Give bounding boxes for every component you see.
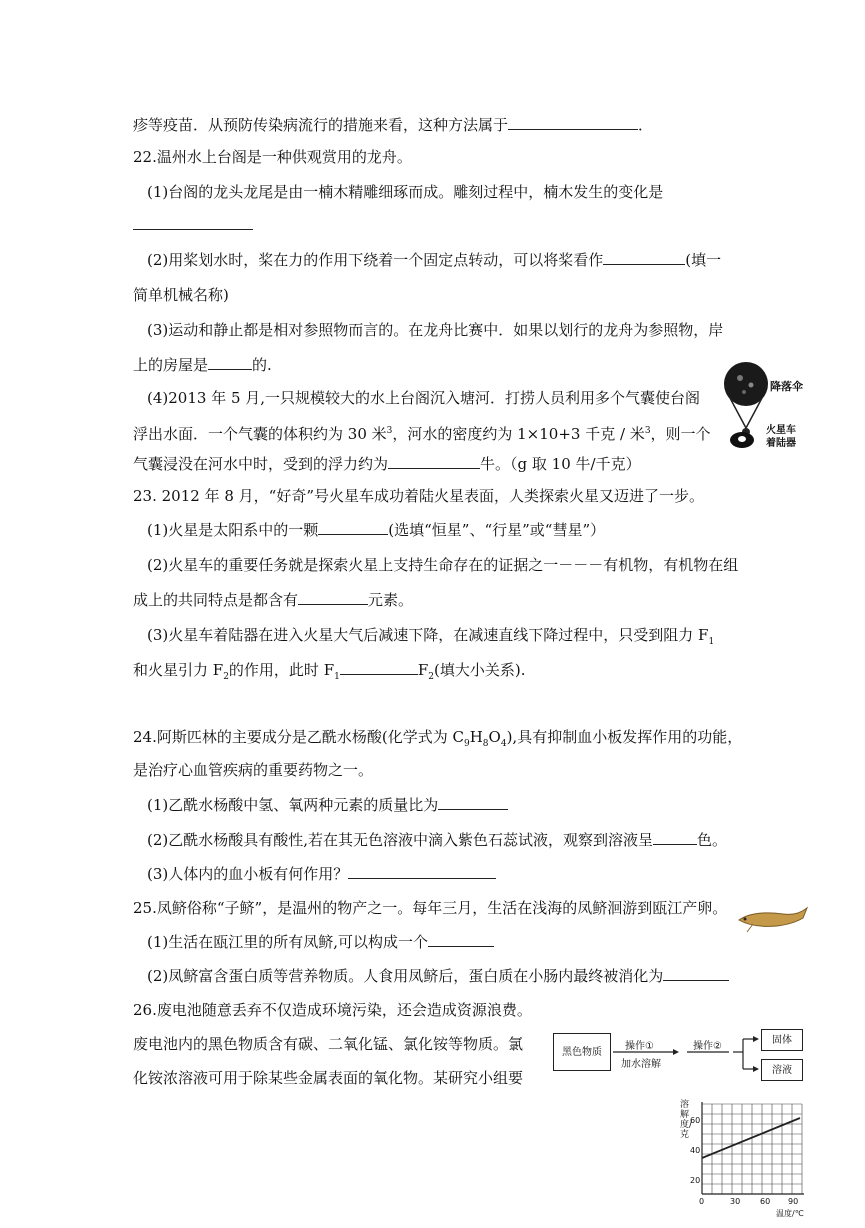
- q26-stem: 26.废电池随意丢弃不仅造成环境污染，还会造成资源浪费。: [133, 1001, 532, 1019]
- q23-part2-cont: 成上的共同特点是都含有 元素。: [133, 591, 414, 609]
- graph-xtick-0: 0: [699, 1197, 705, 1206]
- q23-stem: 23. 2012 年 8 月，“好奇”号火星车成功着陆火星表面，人类探索火星又迈进了一步。: [133, 487, 704, 505]
- answer-blank[interactable]: [438, 795, 508, 810]
- op2-label: 操作②: [693, 1041, 722, 1052]
- parachute-label: 降落伞: [770, 380, 803, 393]
- q22-part1-blank-line: [133, 215, 253, 235]
- q23-part1: (1)火星是太阳系中的一颗 (选填“恒星”、“行星”或“彗星”）: [147, 521, 606, 539]
- q23-part3-cont: 和火星引力 $F_2$的作用，此时 $F_1$ $F_2$(填大小关系).: [133, 661, 526, 682]
- op1-label: 操作①: [625, 1041, 654, 1052]
- answer-blank[interactable]: [653, 830, 697, 845]
- q24-part2: (2)乙酰水杨酸具有酸性,若在其无色溶液中滴入紫色石蕊试液，观察到溶液呈 色。: [147, 831, 728, 849]
- answer-blank[interactable]: [208, 355, 252, 370]
- answer-blank[interactable]: [388, 454, 480, 469]
- solid-box: 固体: [761, 1029, 803, 1051]
- graph-y-label: 溶解度/克: [680, 1100, 693, 1140]
- q26-text1: 废电池内的黑色物质含有碳、二氧化锰、氯化铵等物质。氯: [133, 1035, 524, 1053]
- q24-stem: 24.阿斯匹林的主要成分是乙酰水杨酸(化学式为 $C_9H_8O_4$),具有抑制血小板发挥作用的功能，: [133, 728, 743, 749]
- q24-part1: (1)乙酰水杨酸中氢、氧两种元素的质量比为: [147, 795, 508, 815]
- answer-blank[interactable]: [318, 520, 388, 535]
- graph-grid: [702, 1104, 802, 1194]
- fish-figure: [733, 900, 811, 936]
- q22-part2-cont: 简单机械名称): [133, 286, 229, 304]
- q26-text2: 化铵浓溶液可用于除某些金属表面的氧化物。某研究小组要: [133, 1069, 524, 1087]
- q25-part1: (1)生活在瓯江里的所有凤鲚,可以构成一个: [147, 932, 494, 952]
- q22-part1: (1)台阁的龙头龙尾是由一楠木精雕细琢而成。雕刻过程中，楠木发生的变化是: [147, 183, 664, 201]
- graph-xtick-90: 90: [788, 1197, 799, 1206]
- answer-blank[interactable]: [428, 932, 494, 947]
- q24-part3: (3)人体内的血小板有何作用？: [147, 864, 496, 884]
- flow-diagram: [553, 1025, 813, 1085]
- q23-part2: (2)火星车的重要任务就是探索火星上支持生命存在的证据之一－－－有机物，有机物在组: [147, 556, 739, 574]
- q22-part4-cont: 浮出水面．一个气囊的体积约为 30 米$^3$，河水的密度约为 1×10+3 千克 / 米$^3$，则一个: [133, 425, 711, 443]
- answer-blank[interactable]: [298, 590, 368, 605]
- q22-part4-cont2: 气囊浸没在河水中时，受到的浮力约为 牛。（g 取 10 牛/千克）: [133, 455, 641, 473]
- solubility-graph: [680, 1098, 810, 1224]
- fish-icon: [733, 900, 811, 936]
- q21-tail: 疹等疫苗．从预防传染病流行的措施来看，这种方法属于 ．: [133, 116, 654, 134]
- answer-blank[interactable]: [508, 115, 638, 130]
- graph-ytick-60: 60: [690, 1116, 701, 1125]
- q25-stem: 25.凤鲚俗称“子鲚”，是温州的物产之一。每年三月，生活在浅海的凤鲚洄游到瓯江产卵。: [133, 899, 728, 917]
- q23-part3: (3)火星车着陆器在进入火星大气后减速下降，在减速直线下降过程中，只受到阻力 $F_1$: [147, 626, 715, 647]
- answer-blank[interactable]: [603, 250, 685, 265]
- solution-box: 溶液: [761, 1059, 803, 1081]
- answer-blank[interactable]: [348, 864, 496, 879]
- graph-ytick-40: 40: [690, 1146, 701, 1155]
- graph-xtick-30: 30: [730, 1197, 741, 1206]
- answer-blank[interactable]: [133, 215, 253, 230]
- op1-sub-label: 加水溶解: [621, 1059, 661, 1070]
- answer-blank[interactable]: [663, 966, 729, 981]
- q22-part4: (4)2013 年 5 月,一只规模较大的水上台阁沉入塘河．打捞人员利用多个气囊使台阁: [147, 389, 701, 407]
- lander-label: 火星车着陆器: [766, 425, 796, 449]
- black-matter-box: 黑色物质: [553, 1033, 611, 1071]
- q22-part3: (3)运动和静止都是相对参照物而言的。在龙舟比赛中．如果以划行的龙舟为参照物，岸: [147, 321, 724, 339]
- graph-x-label: 温度/℃: [776, 1209, 804, 1218]
- answer-blank[interactable]: [340, 660, 418, 675]
- q24-stem-cont: 是治疗心血管疾病的重要药物之一。: [133, 761, 374, 779]
- q22-stem: 22.温州水上台阁是一种供观赏用的龙舟。: [133, 148, 412, 166]
- q22-part2: (2)用桨划水时，桨在力的作用下绕着一个固定点转动，可以将桨看作 (填一: [147, 251, 722, 269]
- graph-xtick-60: 60: [760, 1197, 771, 1206]
- parachute-figure: [718, 358, 818, 468]
- q22-part3-cont: 上的房屋是 的.: [133, 356, 272, 374]
- graph-ytick-20: 20: [690, 1176, 701, 1185]
- q25-part2: (2)凤鲚富含蛋白质等营养物质。人食用凤鲚后，蛋白质在小肠内最终被消化为: [147, 966, 729, 986]
- parachute-drawing: [718, 358, 818, 468]
